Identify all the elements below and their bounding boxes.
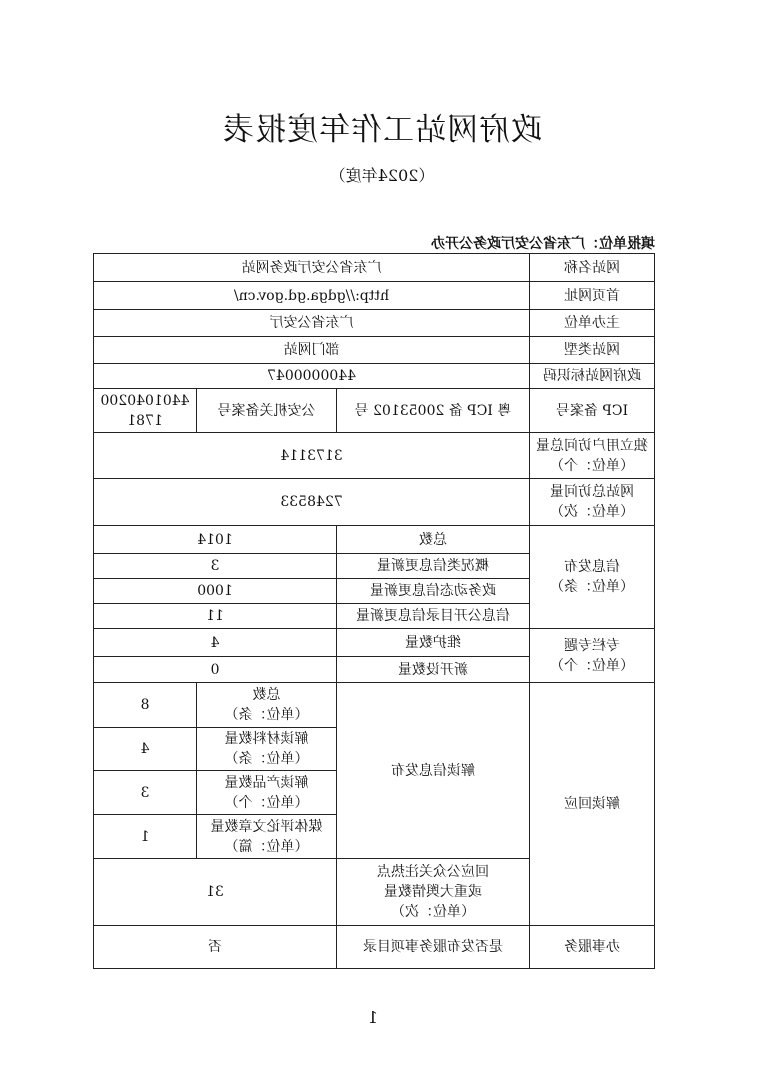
columns-label-text: 专栏专题 bbox=[564, 637, 620, 654]
total-visits-value: 7248533 bbox=[94, 479, 530, 526]
unique-visitors-value: 3173114 bbox=[94, 433, 530, 479]
news-update-label: 政务动态信息更新量 bbox=[337, 579, 530, 604]
interp-media-label bbox=[197, 815, 337, 859]
overview-update-label: 概况类信息更新量 bbox=[337, 554, 530, 579]
site-type-value: 部门网站 bbox=[94, 337, 530, 364]
columns-new-value: 0 bbox=[94, 657, 337, 683]
icp-label: ICP 备案号 bbox=[530, 389, 655, 433]
site-type-label: 网站类型 bbox=[530, 337, 655, 364]
table-row bbox=[94, 364, 655, 389]
interp-total-label bbox=[197, 683, 337, 728]
response-value: 31 bbox=[94, 859, 337, 926]
catalog-update-label: 信息公开目录信息更新量 bbox=[337, 604, 530, 629]
interp-media-unit: （单位：篇） bbox=[224, 838, 309, 855]
interp-product-value: 3 bbox=[94, 771, 197, 815]
columns-maintained-value: 4 bbox=[94, 629, 337, 657]
table-row bbox=[94, 254, 655, 282]
unique-visitors-label: 独立用户访问总量（单位：个） bbox=[530, 433, 655, 479]
interp-media-label-text: 媒体评论文章数量 bbox=[210, 818, 323, 835]
columns-label bbox=[530, 629, 655, 683]
response-label bbox=[337, 859, 530, 926]
interp-product-label bbox=[197, 771, 337, 815]
columns-maintained-label: 维护数量 bbox=[337, 629, 530, 657]
response-label-text: 回应公众关注热点或重大舆情数量（单位：次） bbox=[377, 864, 489, 920]
site-code-value: 4400000047 bbox=[94, 364, 530, 389]
info-publish-label-text: 信息发布 bbox=[564, 559, 620, 575]
filler-unit: 填报单位：广东省公安厅政务公开办 bbox=[431, 236, 655, 252]
table-row bbox=[94, 389, 655, 433]
interp-material-value: 4 bbox=[94, 728, 197, 771]
info-total-value: 1014 bbox=[94, 526, 337, 554]
interpretation-label: 解读回应 bbox=[530, 683, 655, 926]
service-catalog-value: 否 bbox=[94, 926, 337, 969]
interp-media-value: 1 bbox=[94, 815, 197, 859]
table-row bbox=[94, 526, 655, 554]
table-row bbox=[94, 479, 655, 526]
table-row bbox=[94, 310, 655, 337]
police-record-label: 公安机关备案号 bbox=[197, 389, 337, 433]
page-number: 1 bbox=[367, 1008, 378, 1027]
table-row bbox=[94, 926, 655, 969]
total-visits-label bbox=[530, 479, 655, 526]
info-publish-unit: （单位：条） bbox=[550, 579, 634, 595]
interp-product-unit: （单位：个） bbox=[224, 794, 309, 811]
table-row bbox=[94, 683, 655, 728]
report-table bbox=[93, 253, 655, 969]
overview-update-value: 3 bbox=[94, 554, 337, 579]
interp-material-label bbox=[197, 728, 337, 771]
police-record-value: 44010402001781 bbox=[94, 389, 197, 433]
columns-new-label: 新开设数量 bbox=[337, 657, 530, 683]
sponsor-label: 主办单位 bbox=[530, 310, 655, 337]
interpretation-publish-label: 解读信息发布 bbox=[337, 683, 530, 859]
news-update-value: 1000 bbox=[94, 579, 337, 604]
interp-total-unit: （单位：条） bbox=[224, 707, 309, 723]
table-row bbox=[94, 629, 655, 657]
homepage-value: http://gdga.gd.gov.cn/ bbox=[94, 282, 530, 310]
icp-value: 粤 ICP 备 20053102 号 bbox=[337, 389, 530, 433]
interp-product-label-text: 解读产品数量 bbox=[224, 774, 309, 791]
site-name-value: 广东省公安厅政务网站 bbox=[94, 254, 530, 282]
interp-material-label-text: 解读材料数量 bbox=[224, 731, 309, 747]
table-row bbox=[94, 337, 655, 364]
page-title: 政府网站工作年度报表 bbox=[222, 112, 542, 148]
site-name-label: 网站名称 bbox=[530, 254, 655, 282]
service-catalog-label: 是否发布服务事项目录 bbox=[337, 926, 530, 969]
total-visits-unit: （单位：次） bbox=[550, 504, 634, 520]
interp-material-unit: （单位：条） bbox=[224, 751, 309, 767]
interp-total-value: 8 bbox=[94, 683, 197, 728]
services-label: 办事服务 bbox=[530, 926, 655, 969]
report-year: （2024年度） bbox=[329, 166, 435, 185]
homepage-label: 首页网址 bbox=[530, 282, 655, 310]
interp-total-label-text: 总数 bbox=[252, 687, 281, 703]
catalog-update-value: 11 bbox=[94, 604, 337, 629]
info-total-label: 总数 bbox=[337, 526, 530, 554]
table-row bbox=[94, 433, 655, 479]
info-publish-label bbox=[530, 526, 655, 629]
columns-unit: （单位：个） bbox=[550, 657, 634, 674]
site-code-label: 政府网站标识码 bbox=[530, 364, 655, 389]
total-visits-label-text: 网站总访问量 bbox=[550, 484, 634, 500]
sponsor-value: 广东省公安厅 bbox=[94, 310, 530, 337]
table-row bbox=[94, 282, 655, 310]
